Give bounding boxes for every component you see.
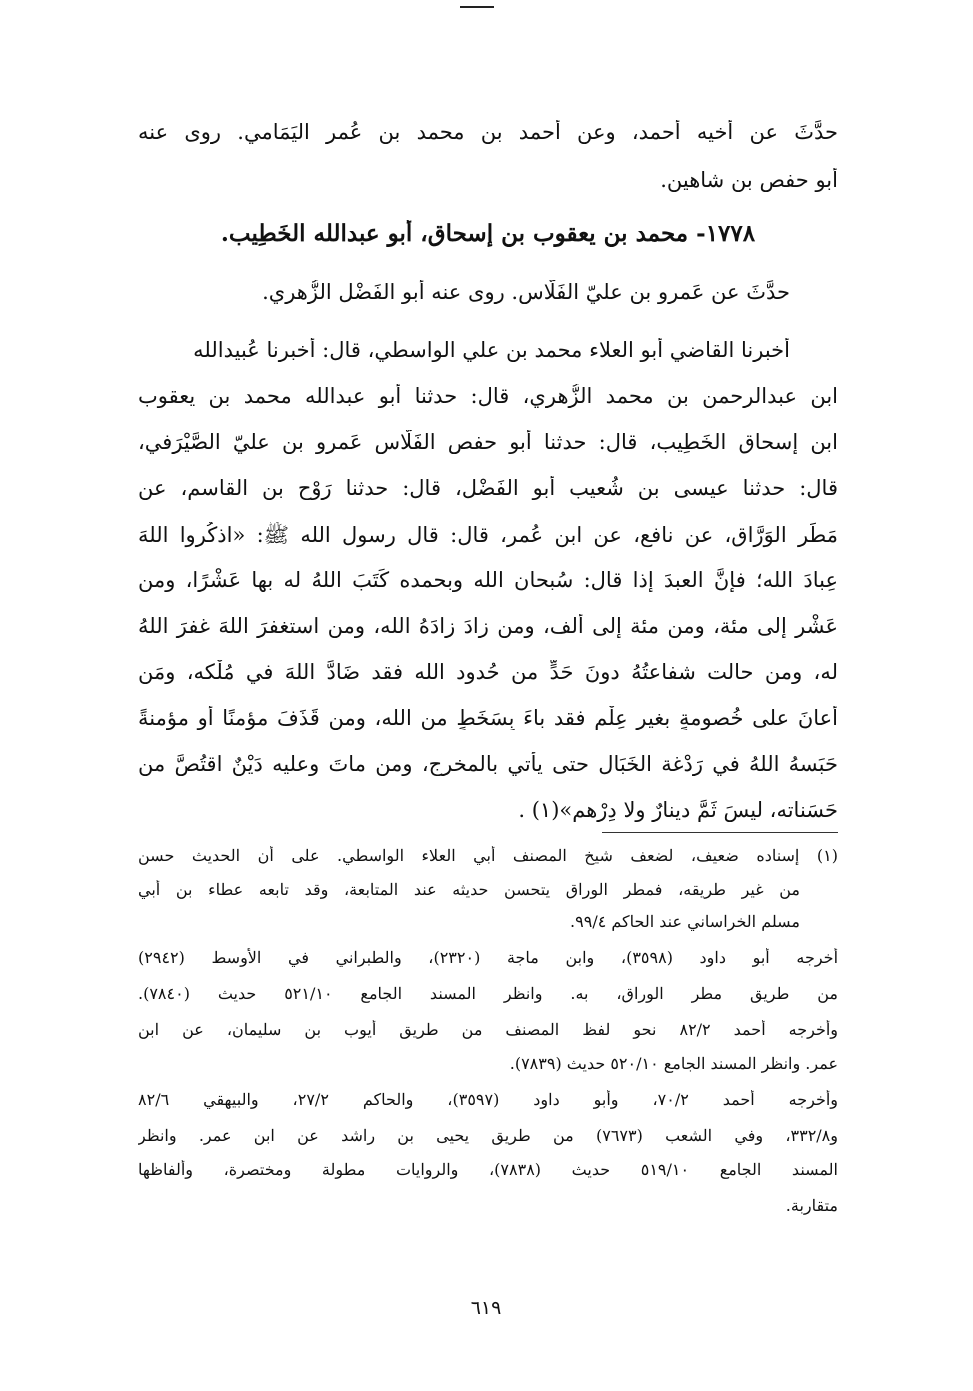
entry-1778-body-line-10: حَبَسهُ اللهُ في رَدْغة الخَبَال حتى يأتي بالمخرج، ومن ماتَ وعليه دَيْنٌ اقتُصَّ من: [138, 752, 838, 776]
entry-1778-body-line-7: عَشْر إلى مئة، ومن مئة إلى ألف، ومن زادَ زادَهُ الله، ومن استغفرَ اللهَ غفرَ اللهُ: [138, 614, 838, 638]
entry-1778-intro-text: حدَّثَ عن عَمرو بن عليّ الفَلّاس. روى عنه أبو الفَضْل الزُّهري.: [262, 280, 790, 304]
entry-1778-body-line-1: [138, 338, 838, 362]
footnote-line-3: [138, 912, 838, 931]
entry-1778-body-line-4: قال: حدثنا عيسى بن شُعيب أبو الفَضْل، قال: حدثنا رَوْح بن القاسم، عن: [138, 476, 838, 500]
entry-1778-body-line-9: أعانَ على خُصومةٍ بغيرِ عِلْمٍ فقد باءَ بِسَخَطٍ من الله، ومن قَذَفَ مؤمنًا أو مؤمنةً: [138, 706, 838, 730]
footnote-line-4: [138, 948, 838, 967]
footnote-line-2-text: من غير طريقه، فمطر الوراق يتحسن حديثه عند المتابعة، وقد تابعه عطاء بن أبي: [138, 880, 800, 899]
footnote-line-2: [138, 880, 838, 899]
footnote-line-9: و٣٣٢/٨، وفي الشعب (٧٦٧٣) من طريق يحيى بن راشد عن ابن عمر. وانظر: [138, 1126, 838, 1145]
footnote-line-1: (١) إسناده ضعيف، لضعف شيخ المصنف أبي العلاء الواسطي. على أن الحديث حسن: [138, 846, 838, 865]
entry-1777-line-2: أبو حفص بن شاهين.: [660, 168, 838, 192]
entry-1778-intro: [138, 280, 838, 304]
footnote-divider: [602, 832, 838, 833]
entry-1777-line-1: حدَّثَ عن أخيه أحمد، وعن أحمد بن محمد بن عُمر اليَمَامي. روى عنه: [138, 120, 838, 144]
footnote-line-11: متقاربة.: [785, 1196, 838, 1215]
footnote-line-8: وأخرجه أحمد ٧٠/٢، وأبو داود (٣٥٩٧)، والحاكم ٢٧/٢، والبيهقي ٨٢/٦: [138, 1090, 838, 1109]
entry-1778-body-line-2: ابن عبدالرحمن بن محمد الزُّهري، قال: حدثنا أبو عبدالله محمد بن يعقوب: [138, 384, 838, 408]
entry-1778-heading: ١٧٧٨- محمد بن يعقوب بن إسحاق، أبو عبدالله الخَطِيب.: [220, 220, 756, 247]
entry-1778-body-line-3: ابن إسحاق الخَطِيب، قال: حدثنا أبو حفص الفَلَّاس عَمرو بن عليّ الصَّيْرَفي،: [138, 430, 838, 454]
footnote-line-5: من طريق مطر الوراق، به. وانظر المسند الجامع ٥٢١/١٠ حديث (٧٨٤٠).: [138, 984, 838, 1003]
entry-1778-body-line-5: مَطَر الوَرَّاق، عن نافع، عن ابن عُمر، قال: قال رسول الله ﷺ: «اذكُروا اللهَ: [138, 523, 838, 547]
footnote-line-4-text: أخرجه أبو داود (٣٥٩٨)، وابن ماجة (٢٣٢٠)، والطبراني في الأوسط (٢٩٤٢): [138, 948, 838, 967]
entry-1778-body-line-1-text: أخبرنا القاضي أبو العلاء محمد بن علي الواسطي، قال: أخبرنا عُبيدالله: [193, 338, 790, 362]
footnote-line-3-text: مسلم الخراساني عند الحاكم ٩٩/٤.: [570, 912, 800, 931]
entry-1778-body-line-11: حَسَناته، ليسَ ثَمَّ دينارٌ ولا دِرْهم»(١) .: [518, 798, 838, 822]
entry-1778-body-line-6: عِبادَ الله؛ فإنَّ العبدَ إذا قال: سُبحان الله وبحمده كَتَبَ اللهُ له بها عَشْرًا، ومن: [138, 568, 838, 592]
top-page-mark: [460, 6, 494, 8]
footnote-line-7: عمر. وانظر المسند الجامع ٥٢٠/١٠ حديث (٧٨٣٩).: [509, 1054, 838, 1073]
footnote-line-6: وأخرجه أحمد ٨٢/٢ نحو لفظ المصنف من طريق أيوب بن سليمان، عن ابن: [138, 1020, 838, 1039]
entry-1778-body-line-8: له، ومن حالت شفاعتُهُ دونَ حَدٍّ من حُدود الله فقد ضَادَّ اللهَ في مُلْكه، ومَن: [138, 660, 838, 684]
page-number: ٦١٩: [470, 1297, 502, 1319]
footnote-line-10: المسند الجامع ٥١٩/١٠ حديث (٧٨٣٨)، والروايات مطولة ومختصرة، وألفاظها: [138, 1160, 838, 1179]
